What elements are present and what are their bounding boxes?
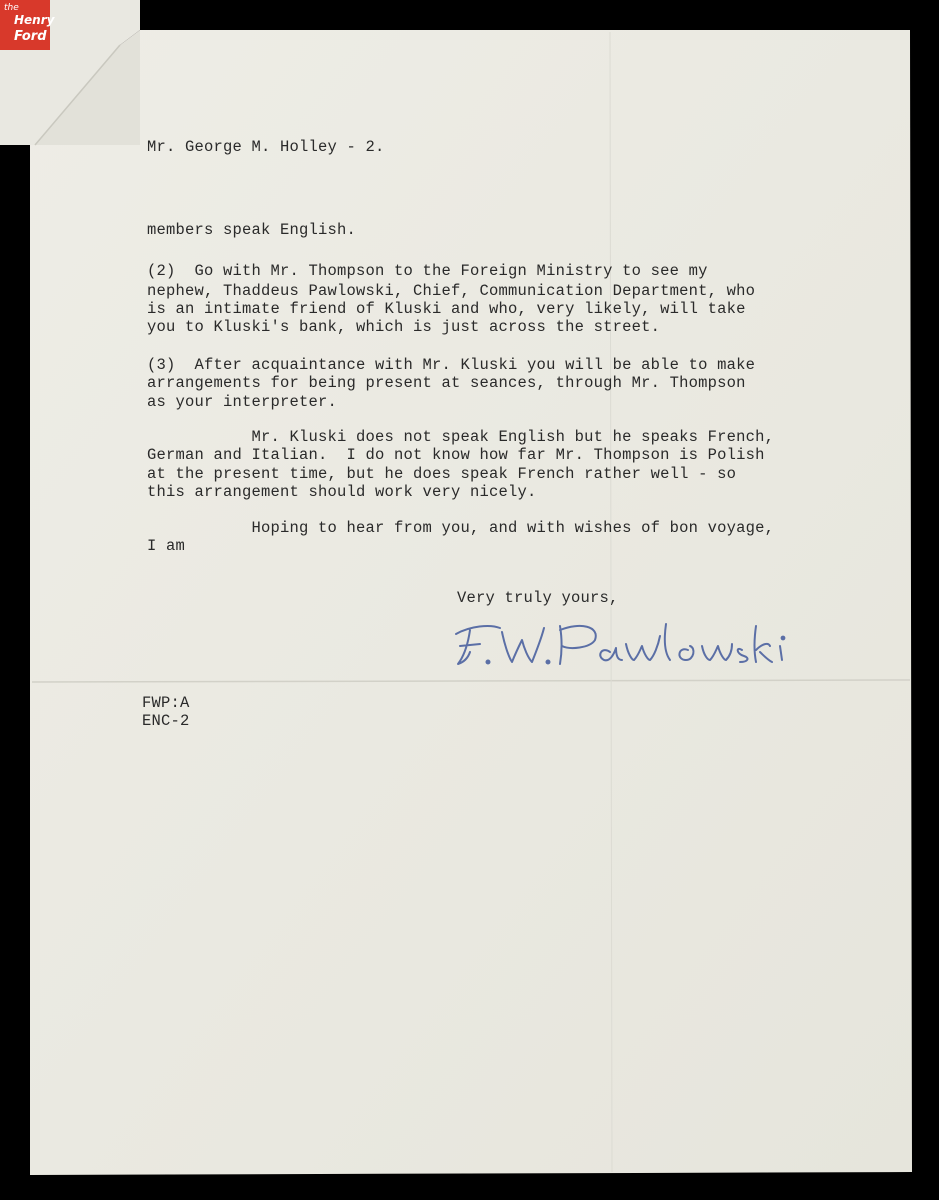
item-3-line: (3) After acquaintance with Mr. Kluski you will be able to make (147, 356, 756, 374)
continuation-line: members speak English. (147, 221, 357, 239)
kluski-line: at the present time, but he does speak French rather well - so (147, 465, 737, 483)
kluski-line: German and Italian. I do not know how far Mr. Thompson is Polish (147, 446, 765, 464)
closing-line: Hoping to hear from you, and with wishes of bon voyage, (147, 519, 775, 537)
handwritten-signature (450, 612, 800, 682)
logo-text-ford: Ford (14, 29, 47, 44)
item-3-line: as your interpreter. (147, 393, 338, 411)
item-2-line: nephew, Thaddeus Pawlowski, Chief, Communication Department, who (147, 282, 756, 300)
item-2-line: you to Kluski's bank, which is just across the street. (147, 318, 661, 336)
closing-line: I am (147, 537, 186, 555)
logo-text-the: the (4, 3, 19, 13)
kluski-line: Mr. Kluski does not speak English but he speaks French, (147, 428, 775, 446)
typist-initials: FWP:A (142, 694, 190, 712)
kluski-line: this arrangement should work very nicely. (147, 483, 537, 501)
henry-ford-logo (0, 0, 55, 50)
logo-text-henry: Henry (14, 13, 55, 27)
item-2-line: (2) Go with Mr. Thompson to the Foreign Ministry to see my (147, 262, 708, 280)
item-3-line: arrangements for being present at seances, through Mr. Thompson (147, 374, 746, 392)
complimentary-close: Very truly yours, (457, 589, 619, 607)
item-2-line: is an intimate friend of Kluski and who, very likely, will take (147, 300, 746, 318)
page-header: Mr. George M. Holley - 2. (147, 138, 385, 156)
enclosure-note: ENC-2 (142, 712, 190, 730)
